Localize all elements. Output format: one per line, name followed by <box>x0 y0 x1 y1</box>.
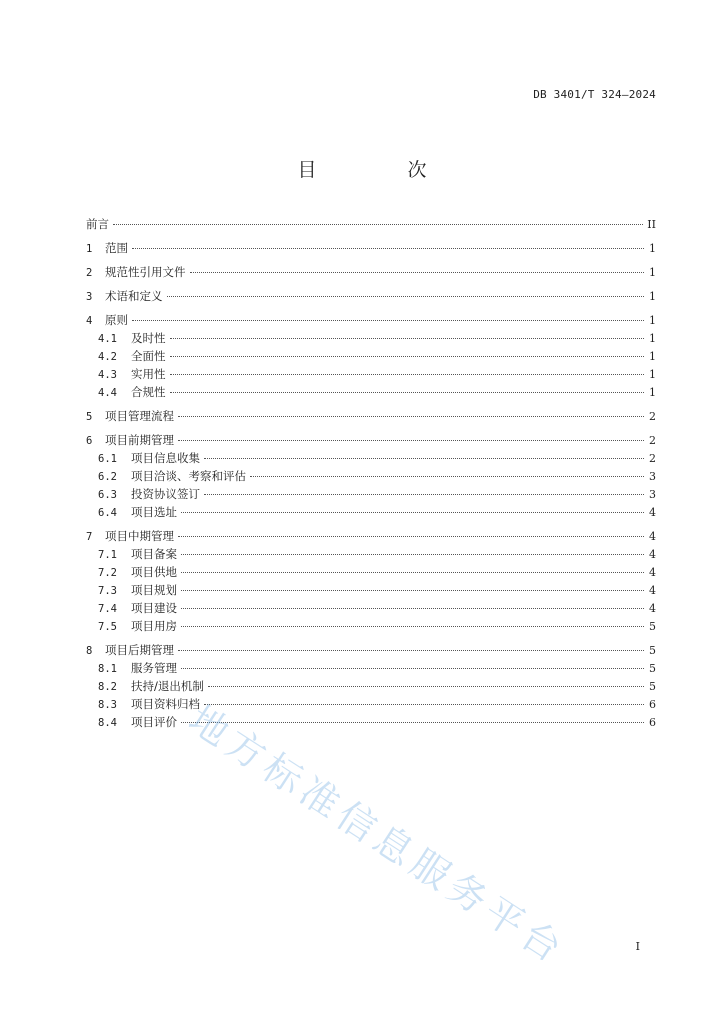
toc-entry-label: 项目备案 <box>131 547 177 561</box>
toc-entry-number: 7.2 <box>98 567 117 579</box>
toc-entry-page: 5 <box>649 680 656 693</box>
toc-entry-page: 6 <box>649 698 656 711</box>
toc-entry-number: 6.2 <box>98 471 117 483</box>
toc-entry-page: 4 <box>649 566 656 579</box>
toc-entry[interactable] <box>86 617 656 635</box>
toc-entry[interactable] <box>86 215 656 233</box>
toc-entry-label: 合规性 <box>131 385 166 399</box>
toc-entry-page: 1 <box>649 368 656 381</box>
toc-entry-page: 2 <box>649 434 656 447</box>
toc-dot-leader <box>204 704 644 705</box>
toc-entry[interactable] <box>86 677 656 695</box>
toc-entry[interactable] <box>86 641 656 659</box>
watermark: 地方标准信息服务平台 <box>181 696 575 974</box>
toc-dot-leader <box>181 554 644 555</box>
page-number: I <box>635 940 640 953</box>
toc-dot-leader <box>181 572 644 573</box>
toc-entry-page: 3 <box>649 488 656 501</box>
toc-entry[interactable] <box>86 407 656 425</box>
toc-entry-page: 5 <box>649 662 656 675</box>
toc-entry-number: 7.5 <box>98 621 117 633</box>
toc-entry-number: 8.2 <box>98 681 117 693</box>
toc-entry[interactable] <box>86 347 656 365</box>
toc-dot-leader <box>170 338 645 339</box>
toc-entry-number: 6 <box>86 435 93 447</box>
toc-entry[interactable] <box>86 545 656 563</box>
toc-entry-label: 前言 <box>86 217 109 231</box>
toc-dot-leader <box>132 248 644 249</box>
toc-entry[interactable] <box>86 485 656 503</box>
toc-entry-label: 规范性引用文件 <box>105 265 186 279</box>
toc-entry[interactable] <box>86 503 656 521</box>
toc-entry[interactable] <box>86 431 656 449</box>
toc-entry-label: 项目管理流程 <box>105 409 174 423</box>
toc-entry[interactable] <box>86 695 656 713</box>
toc-entry-label: 扶持/退出机制 <box>131 679 204 693</box>
toc-entry[interactable] <box>86 467 656 485</box>
toc-entry[interactable] <box>86 563 656 581</box>
toc-dot-leader <box>204 494 644 495</box>
toc-dot-leader <box>167 296 645 297</box>
toc-entry-number: 6.3 <box>98 489 117 501</box>
table-of-contents <box>86 215 656 731</box>
toc-dot-leader <box>170 374 645 375</box>
toc-dot-leader <box>181 608 644 609</box>
toc-entry-page: 1 <box>649 314 656 327</box>
toc-entry-page: 5 <box>649 620 656 633</box>
toc-entry-label: 术语和定义 <box>105 289 163 303</box>
toc-entry-label: 范围 <box>105 241 128 255</box>
toc-dot-leader <box>132 320 644 321</box>
toc-entry-page: 4 <box>649 584 656 597</box>
toc-entry[interactable] <box>86 527 656 545</box>
toc-entry[interactable] <box>86 239 656 257</box>
toc-entry-label: 投资协议签订 <box>131 487 200 501</box>
toc-entry-label: 项目供地 <box>131 565 177 579</box>
toc-entry[interactable] <box>86 659 656 677</box>
toc-entry-label: 项目中期管理 <box>105 529 174 543</box>
toc-entry-page: 2 <box>649 410 656 423</box>
toc-entry-page: 4 <box>649 530 656 543</box>
toc-entry-label: 项目规划 <box>131 583 177 597</box>
toc-entry-number: 4.3 <box>98 369 117 381</box>
toc-entry-label: 项目建设 <box>131 601 177 615</box>
toc-entry-page: 1 <box>649 350 656 363</box>
toc-entry-label: 项目洽谈、考察和评估 <box>131 469 246 483</box>
toc-entry[interactable] <box>86 383 656 401</box>
toc-entry-number: 7.1 <box>98 549 117 561</box>
toc-entry-number: 8.4 <box>98 717 117 729</box>
toc-dot-leader <box>113 224 643 225</box>
toc-entry[interactable] <box>86 365 656 383</box>
toc-entry-page: II <box>647 218 656 231</box>
toc-entry-number: 6.1 <box>98 453 117 465</box>
toc-dot-leader <box>178 650 644 651</box>
toc-entry[interactable] <box>86 329 656 347</box>
toc-entry-page: 5 <box>649 644 656 657</box>
toc-dot-leader <box>208 686 644 687</box>
toc-dot-leader <box>178 536 644 537</box>
toc-entry-label: 全面性 <box>131 349 166 363</box>
toc-entry-label: 项目选址 <box>131 505 177 519</box>
toc-entry[interactable] <box>86 581 656 599</box>
toc-entry-page: 6 <box>649 716 656 729</box>
toc-dot-leader <box>181 512 644 513</box>
toc-dot-leader <box>178 440 644 441</box>
toc-entry-page: 1 <box>649 332 656 345</box>
toc-dot-leader <box>181 626 644 627</box>
toc-entry-number: 5 <box>86 411 93 423</box>
toc-dot-leader <box>181 668 644 669</box>
toc-entry[interactable] <box>86 599 656 617</box>
toc-entry-number: 2 <box>86 267 93 279</box>
toc-entry-page: 4 <box>649 548 656 561</box>
toc-entry-label: 项目评价 <box>131 715 177 729</box>
toc-entry-number: 4 <box>86 315 93 327</box>
toc-entry-number: 1 <box>86 243 93 255</box>
toc-entry-page: 4 <box>649 506 656 519</box>
toc-entry-page: 2 <box>649 452 656 465</box>
page-title: 目 次 <box>297 159 463 181</box>
toc-entry-number: 4.1 <box>98 333 117 345</box>
toc-entry-number: 3 <box>86 291 93 303</box>
toc-entry-number: 4.4 <box>98 387 117 399</box>
toc-entry[interactable] <box>86 287 656 305</box>
toc-dot-leader <box>178 416 644 417</box>
document-code: DB 3401/T 324—2024 <box>533 88 656 101</box>
toc-entry[interactable] <box>86 263 656 281</box>
toc-entry-number: 7.3 <box>98 585 117 597</box>
toc-entry-label: 实用性 <box>131 367 166 381</box>
toc-entry-label: 项目前期管理 <box>105 433 174 447</box>
toc-entry-number: 8.1 <box>98 663 117 675</box>
toc-entry-page: 3 <box>649 470 656 483</box>
toc-entry-page: 1 <box>649 386 656 399</box>
toc-entry-number: 8.3 <box>98 699 117 711</box>
toc-entry-label: 项目用房 <box>131 619 177 633</box>
toc-dot-leader <box>181 590 644 591</box>
toc-dot-leader <box>204 458 644 459</box>
toc-entry[interactable] <box>86 449 656 467</box>
toc-dot-leader <box>250 476 644 477</box>
toc-dot-leader <box>190 272 645 273</box>
toc-dot-leader <box>170 392 645 393</box>
toc-entry-label: 及时性 <box>131 331 166 345</box>
toc-entry[interactable] <box>86 311 656 329</box>
toc-entry-number: 8 <box>86 645 93 657</box>
toc-entry-number: 7 <box>86 531 93 543</box>
toc-entry-page: 1 <box>649 266 656 279</box>
toc-entry-label: 项目资料归档 <box>131 697 200 711</box>
toc-dot-leader <box>170 356 645 357</box>
toc-entry[interactable] <box>86 713 656 731</box>
toc-entry-label: 原则 <box>105 313 128 327</box>
toc-entry-number: 7.4 <box>98 603 117 615</box>
toc-entry-label: 服务管理 <box>131 661 177 675</box>
toc-entry-label: 项目后期管理 <box>105 643 174 657</box>
toc-entry-number: 4.2 <box>98 351 117 363</box>
toc-entry-page: 1 <box>649 290 656 303</box>
toc-entry-page: 4 <box>649 602 656 615</box>
toc-entry-label: 项目信息收集 <box>131 451 200 465</box>
toc-entry-number: 6.4 <box>98 507 117 519</box>
toc-entry-page: 1 <box>649 242 656 255</box>
